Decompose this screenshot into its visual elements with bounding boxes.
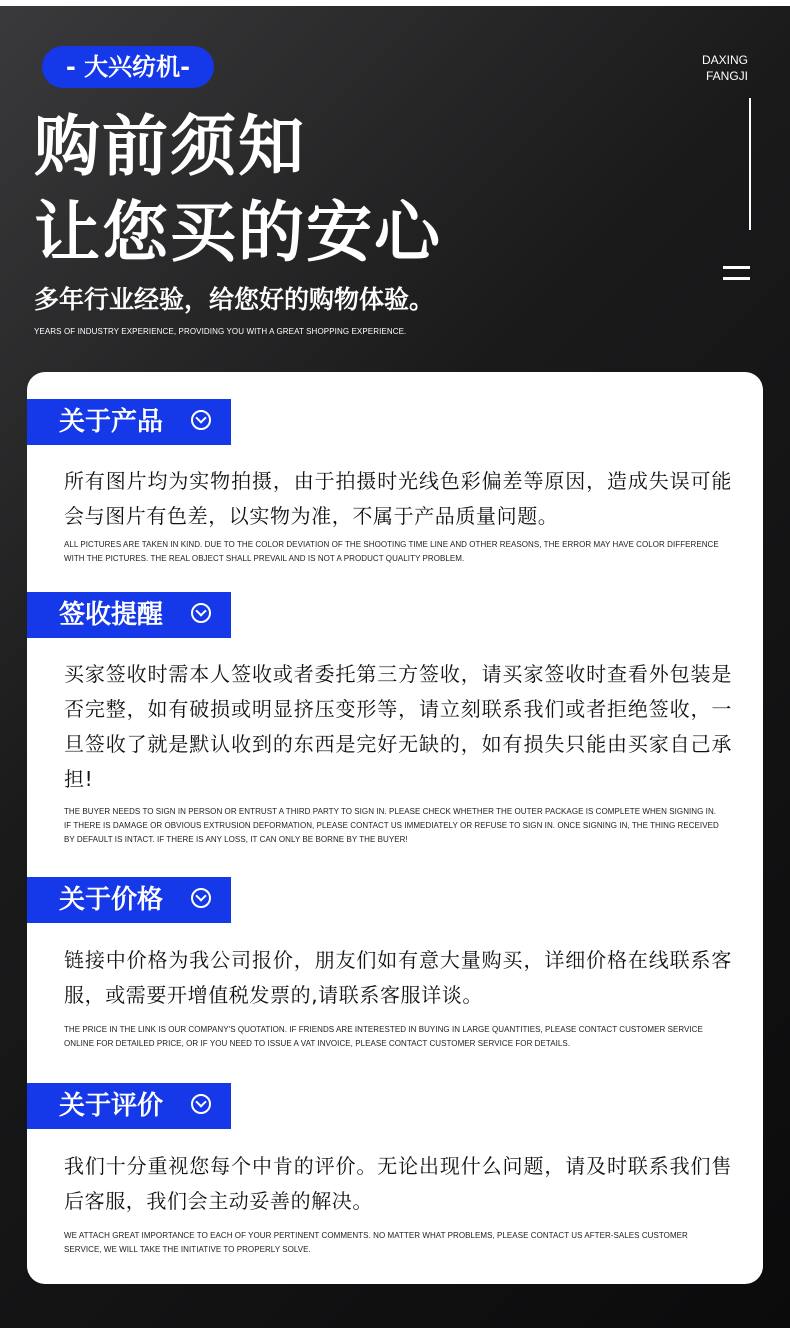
section-english-review: WE ATTACH GREAT IMPORTANCE TO EACH OF YOUR PERTINENT COMMENTS. NO MATTER WHAT PROBLEMS, PLEASE CONTACT US AFTER-SALES CUSTOMER SERVICE, WE WILL TAKE THE INITIATIVE TO PROPERLY SOLVE.	[64, 1231, 688, 1254]
hero-subtitle: 多年行业经验，给您好的购物体验。	[34, 285, 435, 314]
section-title-receipt	[27, 592, 231, 638]
hero-subtitle-english: YEARS OF INDUSTRY EXPERIENCE, PROVIDING YOU WITH A GREAT SHOPPING EXPERIENCE.	[34, 327, 407, 336]
section-text-product: 所有图片均为实物拍摄，由于拍摄时光线色彩偏差等原因，造成失误可能会与图片有色差，以实物为准，不属于产品质量问题。	[64, 469, 732, 528]
section-title-label: 签收提醒	[59, 600, 164, 630]
section-title-label: 关于价格	[59, 885, 164, 915]
brand-english-line2: FANGJI	[705, 69, 748, 83]
section-text-review: 我们十分重视您每个中肯的评价。无论出现什么问题，请及时联系我们售后客服，我们会主动妥善的解决。	[64, 1154, 732, 1213]
brand-english-line1: DAXING	[701, 53, 748, 67]
brand-badge: - 大兴纺机-	[42, 46, 214, 88]
section-text-receipt: 买家签收时需本人签收或者委托第三方签收，请买家签收时查看外包装是否完整，如有破损或明显挤压变形等，请立刻联系我们或者拒绝签收，一旦签收了就是默认收到的东西是完好无缺的，如有损失只能由买家自己承担!	[64, 662, 732, 791]
chevron-down-circle-icon	[191, 888, 211, 908]
section-title-label: 关于产品	[59, 407, 164, 437]
menu-icon[interactable]	[723, 266, 750, 282]
section-title-review	[27, 1083, 231, 1129]
chevron-down-circle-icon	[191, 1094, 211, 1114]
chevron-down-circle-icon	[191, 603, 211, 623]
notice-card	[27, 372, 763, 1284]
section-title-price	[27, 877, 231, 923]
chevron-down-circle-icon	[191, 410, 211, 430]
top-border	[0, 0, 790, 6]
section-english-price: THE PRICE IN THE LINK IS OUR COMPANY'S QUOTATION. IF FRIENDS ARE INTERESTED IN BUYING IN LARGE QUANTITIES, PLEASE CONTACT CUSTOMER SERVICE ONLINE FOR DETAILED PRICE, OR IF YOU NEED TO ISSUE A VAT INVOICE, PLEASE CONTACT CUSTOMER SERVICE FOR DETAILS.	[64, 1025, 703, 1048]
section-text-price: 链接中价格为我公司报价，朋友们如有意大量购买，详细价格在线联系客服，或需要开增值税发票的,请联系客服详谈。	[64, 948, 732, 1007]
brand-english	[702, 52, 748, 84]
hero-title-line1: 购前须知	[34, 108, 306, 185]
section-english-product: ALL PICTURES ARE TAKEN IN KIND. DUE TO THE COLOR DEVIATION OF THE SHOOTING TIME LINE AND OTHER REASONS, THE ERROR MAY HAVE COLOR DIFFERENCE WITH THE PICTURES. THE REAL OBJECT SHALL PREVAIL AND IS NOT A PRODUCT QUALITY PROBLEM.	[64, 540, 719, 563]
hero-title-line2: 让您买的安心	[34, 194, 442, 271]
section-title-product	[27, 399, 231, 445]
vertical-divider	[749, 98, 751, 230]
section-title-label: 关于评价	[59, 1091, 164, 1121]
section-english-receipt: THE BUYER NEEDS TO SIGN IN PERSON OR ENTRUST A THIRD PARTY TO SIGN IN. PLEASE CHECK WHETHER THE OUTER PACKAGE IS COMPLETE WHEN SIGNING IN. IF THERE IS DAMAGE OR OBVIOUS EXTRUSION DEFORMATION, PLEASE CONTACT US IMMEDIATELY OR REFUSE TO SIGN IN. ONCE SIGNING IN, THE THING RECEIVED BY DEFAULT IS INTACT. IF THERE IS ANY LOSS, IT CAN ONLY BE BORNE BY THE BUYER!	[64, 807, 719, 844]
